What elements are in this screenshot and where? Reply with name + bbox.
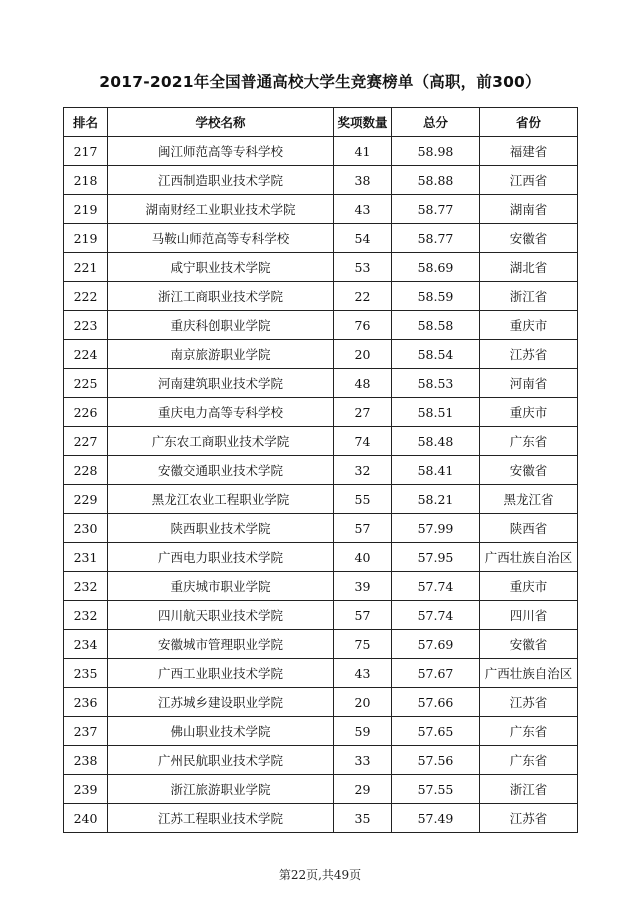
cell-awards: 39: [334, 572, 392, 601]
cell-school: 咸宁职业技术学院: [108, 253, 334, 282]
cell-school: 闽江师范高等专科学校: [108, 137, 334, 166]
table-row: [64, 485, 578, 514]
cell-score: 58.88: [392, 166, 480, 195]
cell-awards: 22: [334, 282, 392, 311]
cell-awards: 48: [334, 369, 392, 398]
header-school: 学校名称: [108, 108, 334, 137]
cell-province: 湖南省: [480, 195, 578, 224]
cell-province: 安徽省: [480, 630, 578, 659]
cell-rank: 219: [64, 224, 108, 253]
table-row: [64, 514, 578, 543]
cell-province: 广西壮族自治区: [480, 659, 578, 688]
cell-school: 黑龙江农业工程职业学院: [108, 485, 334, 514]
cell-awards: 53: [334, 253, 392, 282]
cell-awards: 75: [334, 630, 392, 659]
cell-awards: 20: [334, 340, 392, 369]
cell-score: 57.99: [392, 514, 480, 543]
cell-rank: 222: [64, 282, 108, 311]
cell-province: 湖北省: [480, 253, 578, 282]
cell-province: 广东省: [480, 427, 578, 456]
cell-rank: 224: [64, 340, 108, 369]
cell-province: 江西省: [480, 166, 578, 195]
table-row: [64, 601, 578, 630]
cell-awards: 57: [334, 514, 392, 543]
table-row: [64, 543, 578, 572]
cell-rank: 229: [64, 485, 108, 514]
cell-score: 58.98: [392, 137, 480, 166]
cell-awards: 29: [334, 775, 392, 804]
cell-school: 重庆科创职业学院: [108, 311, 334, 340]
table-row: [64, 572, 578, 601]
cell-school: 马鞍山师范高等专科学校: [108, 224, 334, 253]
cell-score: 58.58: [392, 311, 480, 340]
table-row: [64, 717, 578, 746]
cell-awards: 38: [334, 166, 392, 195]
cell-score: 57.66: [392, 688, 480, 717]
cell-score: 58.51: [392, 398, 480, 427]
cell-province: 陕西省: [480, 514, 578, 543]
cell-awards: 55: [334, 485, 392, 514]
cell-province: 江苏省: [480, 340, 578, 369]
table-row: [64, 804, 578, 833]
cell-rank: 228: [64, 456, 108, 485]
cell-rank: 236: [64, 688, 108, 717]
table-row: [64, 659, 578, 688]
cell-rank: 217: [64, 137, 108, 166]
cell-rank: 234: [64, 630, 108, 659]
cell-score: 57.56: [392, 746, 480, 775]
cell-school: 佛山职业技术学院: [108, 717, 334, 746]
cell-score: 57.67: [392, 659, 480, 688]
cell-school: 广西电力职业技术学院: [108, 543, 334, 572]
ranking-table: [63, 107, 578, 833]
cell-awards: 43: [334, 195, 392, 224]
table-row: [64, 688, 578, 717]
cell-awards: 43: [334, 659, 392, 688]
cell-rank: 223: [64, 311, 108, 340]
table-row: [64, 456, 578, 485]
cell-rank: 239: [64, 775, 108, 804]
table-row: [64, 630, 578, 659]
cell-score: 58.48: [392, 427, 480, 456]
cell-score: 58.77: [392, 195, 480, 224]
table-row: [64, 195, 578, 224]
cell-rank: 237: [64, 717, 108, 746]
cell-province: 四川省: [480, 601, 578, 630]
cell-score: 58.54: [392, 340, 480, 369]
cell-school: 广西工业职业技术学院: [108, 659, 334, 688]
cell-awards: 27: [334, 398, 392, 427]
cell-school: 南京旅游职业学院: [108, 340, 334, 369]
cell-school: 浙江旅游职业学院: [108, 775, 334, 804]
cell-rank: 232: [64, 572, 108, 601]
cell-province: 重庆市: [480, 398, 578, 427]
cell-score: 57.95: [392, 543, 480, 572]
cell-province: 安徽省: [480, 456, 578, 485]
cell-awards: 41: [334, 137, 392, 166]
cell-score: 58.59: [392, 282, 480, 311]
header-awards: 奖项数量: [334, 108, 392, 137]
table-row: [64, 746, 578, 775]
cell-school: 广东农工商职业技术学院: [108, 427, 334, 456]
cell-school: 安徽城市管理职业学院: [108, 630, 334, 659]
cell-province: 重庆市: [480, 311, 578, 340]
cell-province: 广东省: [480, 746, 578, 775]
cell-school: 四川航天职业技术学院: [108, 601, 334, 630]
header-rank: 排名: [64, 108, 108, 137]
cell-rank: 231: [64, 543, 108, 572]
cell-school: 广州民航职业技术学院: [108, 746, 334, 775]
table-row: [64, 427, 578, 456]
cell-province: 安徽省: [480, 224, 578, 253]
cell-rank: 225: [64, 369, 108, 398]
cell-awards: 76: [334, 311, 392, 340]
cell-score: 57.74: [392, 601, 480, 630]
cell-province: 河南省: [480, 369, 578, 398]
cell-score: 58.53: [392, 369, 480, 398]
table-row: [64, 340, 578, 369]
cell-score: 58.69: [392, 253, 480, 282]
table-row: [64, 398, 578, 427]
cell-rank: 219: [64, 195, 108, 224]
cell-province: 浙江省: [480, 775, 578, 804]
cell-province: 福建省: [480, 137, 578, 166]
cell-province: 浙江省: [480, 282, 578, 311]
cell-school: 江苏城乡建设职业学院: [108, 688, 334, 717]
cell-school: 陕西职业技术学院: [108, 514, 334, 543]
cell-score: 57.74: [392, 572, 480, 601]
table-row: [64, 369, 578, 398]
table-row: [64, 137, 578, 166]
cell-school: 浙江工商职业技术学院: [108, 282, 334, 311]
cell-awards: 54: [334, 224, 392, 253]
cell-score: 58.41: [392, 456, 480, 485]
cell-rank: 235: [64, 659, 108, 688]
cell-rank: 227: [64, 427, 108, 456]
cell-score: 57.65: [392, 717, 480, 746]
cell-score: 58.21: [392, 485, 480, 514]
cell-awards: 74: [334, 427, 392, 456]
cell-province: 广东省: [480, 717, 578, 746]
cell-province: 重庆市: [480, 572, 578, 601]
cell-awards: 20: [334, 688, 392, 717]
cell-awards: 59: [334, 717, 392, 746]
cell-rank: 238: [64, 746, 108, 775]
cell-awards: 32: [334, 456, 392, 485]
header-score: 总分: [392, 108, 480, 137]
page-number: 第22页,共49页: [278, 868, 362, 882]
cell-school: 江西制造职业技术学院: [108, 166, 334, 195]
cell-score: 57.55: [392, 775, 480, 804]
cell-awards: 33: [334, 746, 392, 775]
cell-school: 重庆城市职业学院: [108, 572, 334, 601]
cell-rank: 230: [64, 514, 108, 543]
cell-school: 河南建筑职业技术学院: [108, 369, 334, 398]
cell-awards: 35: [334, 804, 392, 833]
cell-province: 江苏省: [480, 804, 578, 833]
cell-awards: 57: [334, 601, 392, 630]
cell-score: 58.77: [392, 224, 480, 253]
cell-school: 重庆电力高等专科学校: [108, 398, 334, 427]
cell-province: 广西壮族自治区: [480, 543, 578, 572]
header-province: 省份: [480, 108, 578, 137]
cell-score: 57.49: [392, 804, 480, 833]
table-row: [64, 311, 578, 340]
table-row: [64, 282, 578, 311]
table-header-row: [64, 108, 578, 137]
cell-school: 江苏工程职业技术学院: [108, 804, 334, 833]
page-title: 2017-2021年全国普通高校大学生竞赛榜单（高职，前300）: [99, 73, 541, 91]
cell-rank: 218: [64, 166, 108, 195]
table-row: [64, 775, 578, 804]
cell-province: 黑龙江省: [480, 485, 578, 514]
cell-rank: 226: [64, 398, 108, 427]
cell-school: 安徽交通职业技术学院: [108, 456, 334, 485]
table-row: [64, 253, 578, 282]
cell-rank: 232: [64, 601, 108, 630]
cell-awards: 40: [334, 543, 392, 572]
cell-score: 57.69: [392, 630, 480, 659]
cell-rank: 240: [64, 804, 108, 833]
cell-province: 江苏省: [480, 688, 578, 717]
table-row: [64, 166, 578, 195]
cell-school: 湖南财经工业职业技术学院: [108, 195, 334, 224]
table-row: [64, 224, 578, 253]
cell-rank: 221: [64, 253, 108, 282]
